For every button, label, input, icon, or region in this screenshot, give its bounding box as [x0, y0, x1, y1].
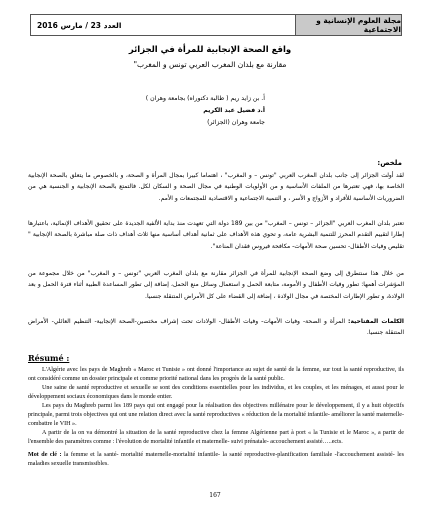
- french-paragraph-3: Les pays du Maghreb parmi les 189 pays qui ont engagé pour la réalisation des objectives millénaire pour le développement, il y a huit objectifs principale, parmi trois objectives qui ont une relation direct avec la santé reproductives « réduction de la mortalité infantile- améliorer la santé maternelle- combattre le VIH ».: [28, 403, 404, 427]
- issue-info: العدد 23 / مارس 2016: [37, 20, 122, 30]
- french-paragraph-1: L'Algérie avec les pays de Maghreb « Maroc et Tunisie » ont donné l'importance au sujet de santé de la femme, sur tout la santé reproductive, ils ont considéré comme un dossier principale et comme priorité national dans les progrès de la santé public.: [28, 367, 404, 382]
- french-keywords: [28, 451, 404, 469]
- journal-name: مجلة العلوم الإنسانية و الاجتماعية: [295, 15, 401, 35]
- arabic-paragraph-2: تعتبر بلدان المغرب العربي "الجزائر – تونس – المغرب" من بين 189 دولة التي تعهدت منذ بداية الألفية الجديدة على تحقيق الأهداف الإنمائية، باعتبارها إطارا لتقييم التقدم المحرز للتنمية البشرية عامة، و تحوي هذه الأهداف على ثمانية أهداف أساسية منها ثلاث أهداف ذات صلة مباشرة بالصحة الإنجابية " تقليص وفيات الأطفال- تحسين صحة الأمهات- مكافحة فيروس فقدان المناعة".: [28, 220, 404, 250]
- french-abstract-body: [28, 366, 404, 447]
- arabic-paragraph-1: لقد أولت الجزائر إلى جانب بلدان المغرب العربي "تونس – و المغرب" ، اهتماما كبيرا بمجال المرأة و الصحة، و بالخصوص ما يتعلق بالصحة الإنجابية الخاصة بها، فهي تعتبرها من الملفات الأساسية و من الأولويات الوطنية في مجال الصحة و السكان لكل. فالتمتع بالصحة الإنجابية و الجنسية هي من الضروريات الأساسية للأفراد و الأزواج و الأسر ، و التنمية الاجتماعية و الاقتصادية للمجتمعات و الأمم.: [28, 172, 404, 202]
- arabic-keywords-text: المرأة و الصحة- وفيات الأمهات- وفيات الأطفال- الولادات تحت إشراف مختصين-الصحة الإنجابية- التنظيم العائلي- الأمراض المتنقلة جنسيا.: [28, 318, 404, 337]
- article-subtitle: مقارنة مع بلدان المغرب العربي تونس و المغرب": [133, 60, 287, 69]
- page-number: 167: [209, 492, 221, 499]
- journal-header: [30, 14, 402, 36]
- author-1: أ. بن زايد ريم ( طالبة دكتوراه) بجامعة وهران ): [145, 95, 265, 102]
- author-2: أ.د فضيل عبد الكريم: [203, 107, 265, 114]
- arabic-keywords-label: الكلمات المفتاحية:: [348, 318, 404, 325]
- author-affiliation: جامعة وهران (الجزائر): [207, 119, 265, 126]
- article-title: واقع الصحة الإنجابية للمرأة في الجزائر: [128, 45, 292, 55]
- french-keywords-text: la femme et la santé- mortalité maternelle-mortalité infantile- la santé reproductive-planification familiale -l'accouchement assisté- les maladies sexuelle transmissibles.: [28, 452, 404, 467]
- french-paragraph-2: Une saine de santé reproductive et sexuelle se sont des conditions essentielles pour les individus, et les couples, et les ménages, et aussi pour le développement sociaux économiques dans le monde entier.: [28, 385, 404, 400]
- arabic-keywords: [28, 316, 404, 339]
- french-paragraph-4: A partir de la on va démontré la situation de la santé reproductive chez la femme Algérienne part à port « la Tunisie et le Maroc », a partir de l'ensemble des paramètres comme : l'évolution de mortalité infantile et maternelle- suivi prénatale- accouchement assisté…..ects.: [28, 430, 404, 445]
- french-abstract-heading: Résumé :: [28, 353, 70, 363]
- arabic-paragraph-3: من خلال هذا سنتطرق إلى وضع الصحة الإنجابية للمرأة في الجزائر مقارنة مع بلدان المغرب العربي "تونس – و المغرب" من خلال مجموعة من المؤشرات أهمها: تطور وفيات الأطفال و الأمومة، متابعة الحمل و استعمال وسائل منع الحمل، إضافة إلى تطور المساعدة الطبية أثناء فترة الحمل و بعد الولادة، و تطور الإطارات المختصة في مجال الولادة ، إضافة إلى القضاء على كل الأمراض المتنقلة جنسيا.: [28, 270, 404, 300]
- arabic-abstract-heading: ملخص:: [377, 159, 402, 167]
- french-keywords-label: Mot de clé :: [28, 452, 62, 458]
